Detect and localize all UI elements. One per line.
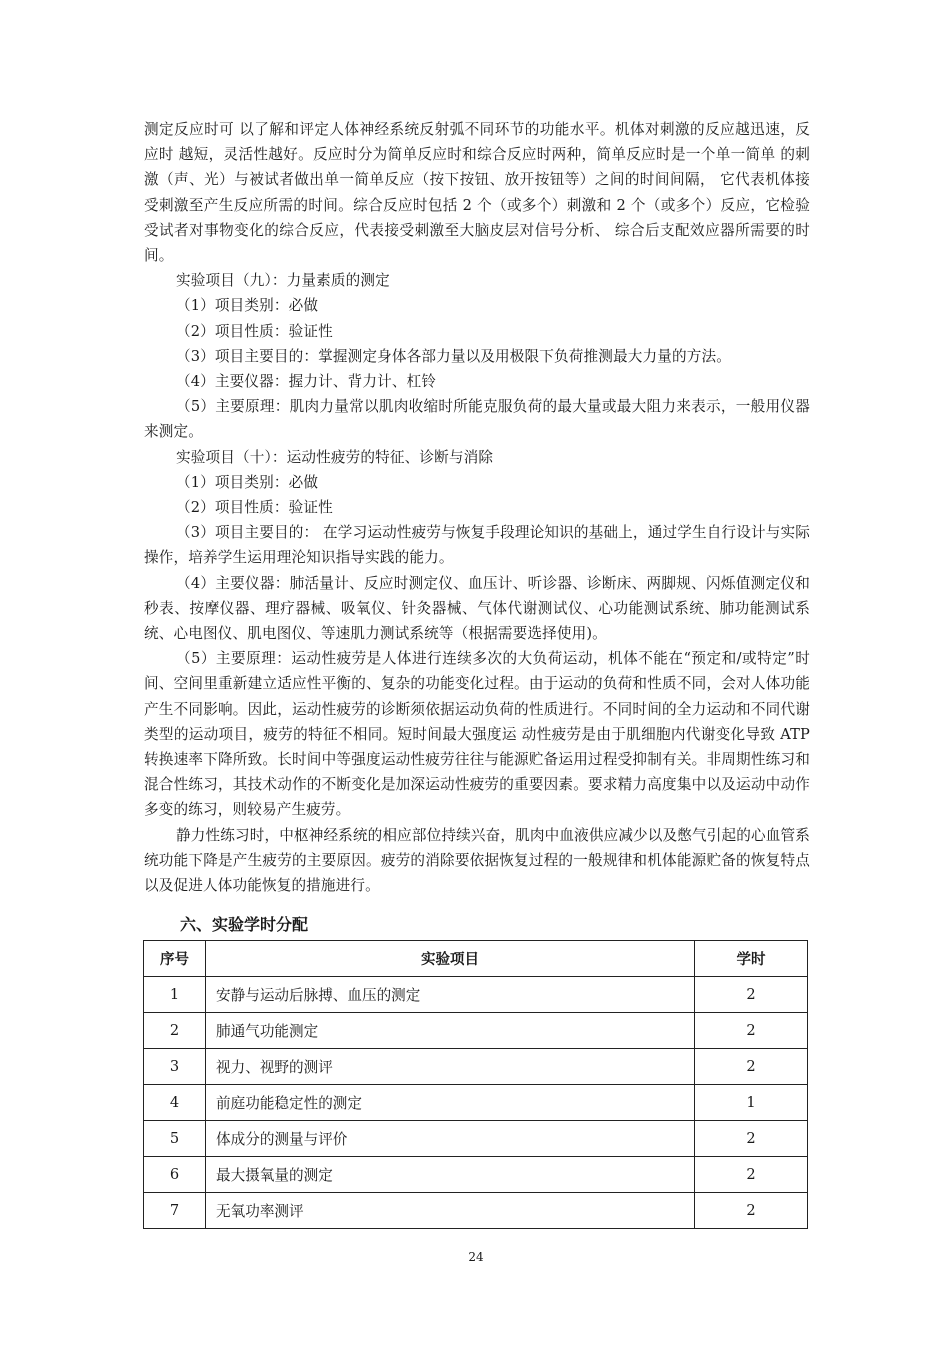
row-project: 体成分的测量与评价 xyxy=(206,1121,695,1157)
paragraph: （1）项目类别：必做 xyxy=(176,473,319,491)
experiment-9-title: 实验项目（九）：力量素质的测定 xyxy=(176,272,390,290)
row-project: 肺通气功能测定 xyxy=(206,1013,695,1049)
paragraph: （3）项目主要目的： 在学习运动性疲劳与恢复手段理论知识的基础上，通过学生自行设计与实际操作，培养学生运用理沦知识指导实践的能力。 xyxy=(144,524,810,567)
paragraph: （5）主要原理：肌肉力量常以肌肉收缩时所能克服负荷的最大量或最大阻力来表示，一般用仪器来测定。 xyxy=(144,398,810,441)
header-hours: 学时 xyxy=(694,941,807,977)
paragraph: （1）项目类别：必做 xyxy=(176,297,319,315)
row-hours: 1 xyxy=(694,1085,807,1121)
row-hours: 2 xyxy=(694,1121,807,1157)
row-number: 5 xyxy=(144,1121,206,1157)
paragraph: （4）主要仪器：肺活量计、反应时测定仪、血压计、听诊器、诊断床、两脚规、闪烁值测定仪和秒表、按摩仪器、理疗器械、吸氧仪、针灸器械、气体代谢测试仪、心功能测试系统、肺功能测试系统、心电图仪、肌电图仪、等速肌力测试系统等（根据需要选择使用)。 xyxy=(144,574,810,643)
table-row xyxy=(144,1049,808,1085)
paragraph: （2）项目性质：验证性 xyxy=(176,499,333,517)
row-hours: 2 xyxy=(694,1157,807,1193)
body-text xyxy=(144,117,810,898)
experiment-10-title: 实验项目（十）：运动性疲劳的特征、诊断与消除 xyxy=(176,448,494,466)
row-project: 最大摄氧量的测定 xyxy=(206,1157,695,1193)
row-hours: 2 xyxy=(694,1193,807,1229)
paragraph: 测定反应时可 以了解和评定人体神经系统反射弧不同环节的功能水平。机体对刺激的反应越迅速，反应时 越短，灵活性越好。反应时分为简单反应时和综合反应时两种，简单反应时是一个单一简单 的刺激（声、光）与被试者做出单一简单反应（按下按钮、放开按钮等）之间的时间间隔， 它代表机体接受刺激至产生反应所需的时间。综合反应时包括 2 个（或多个）刺激和 2 个（或多个）反应，它检验受试者对事物变化的综合反应，代表接受刺激至大脑皮层对信号分析、 综合后支配效应器所需要的时间。 xyxy=(144,121,810,265)
row-project: 无氧功率测评 xyxy=(206,1193,695,1229)
paragraph: 静力性练习时，中枢神经系统的相应部位持续兴奋，肌肉中血液供应减少以及憋气引起的心血管系统功能下降是产生疲劳的主要原因。疲劳的消除要依据恢复过程的一般规律和机体能源贮备的恢复特点以及促进人体功能恢复的措施进行。 xyxy=(144,826,810,895)
row-hours: 2 xyxy=(694,1013,807,1049)
row-number: 4 xyxy=(144,1085,206,1121)
row-hours: 2 xyxy=(694,1049,807,1085)
paragraph: （4）主要仪器：握力计、背力计、杠铃 xyxy=(176,373,437,391)
table-row xyxy=(144,1193,808,1229)
header-project: 实验项目 xyxy=(206,941,695,977)
table-row xyxy=(144,1085,808,1121)
table-row xyxy=(144,1013,808,1049)
table-row xyxy=(144,1121,808,1157)
header-number: 序号 xyxy=(144,941,206,977)
row-hours: 2 xyxy=(694,977,807,1013)
table-row xyxy=(144,1157,808,1193)
row-number: 3 xyxy=(144,1049,206,1085)
table-header-row xyxy=(144,941,808,977)
paragraph: （5）主要原理：运动性疲劳是人体进行连续多次的大负荷运动，机体不能在“预定和/或特定”时间、空间里重新建立适应性平衡的、复杂的功能变化过程。由于运动的负荷和性质不同，会对人体功能产生不同影响。因此，运动性疲劳的诊断须依据运动负荷的性质进行。不同时间的全力运动和不同代谢类型的运动项目，疲劳的特征不相同。短时间最大强度运 动性疲劳是由于肌细胞内代谢变化导致 ATP 转换速率下降所致。长时间中等强度运动性疲劳往往与能源贮备运用过程受抑制有关。非周期性练习和混合性练习，其技术动作的不断变化是加深运动性疲劳的重要因素。要求精力高度集中以及运动中动作多变的练习，则较易产生疲劳。 xyxy=(144,650,810,819)
row-number: 6 xyxy=(144,1157,206,1193)
row-project: 视力、视野的测评 xyxy=(206,1049,695,1085)
hours-table xyxy=(143,940,808,1229)
table-row xyxy=(144,977,808,1013)
page-number: 24 xyxy=(468,1250,484,1264)
row-project: 安静与运动后脉搏、血压的测定 xyxy=(206,977,695,1013)
section-heading: 六、实验学时分配 xyxy=(180,915,309,934)
row-project: 前庭功能稳定性的测定 xyxy=(206,1085,695,1121)
row-number: 1 xyxy=(144,977,206,1013)
row-number: 7 xyxy=(144,1193,206,1229)
paragraph: （3）项目主要目的：掌握测定身体各部力量以及用极限下负荷推测最大力量的方法。 xyxy=(176,347,731,365)
row-number: 2 xyxy=(144,1013,206,1049)
paragraph: （2）项目性质：验证性 xyxy=(176,322,333,340)
